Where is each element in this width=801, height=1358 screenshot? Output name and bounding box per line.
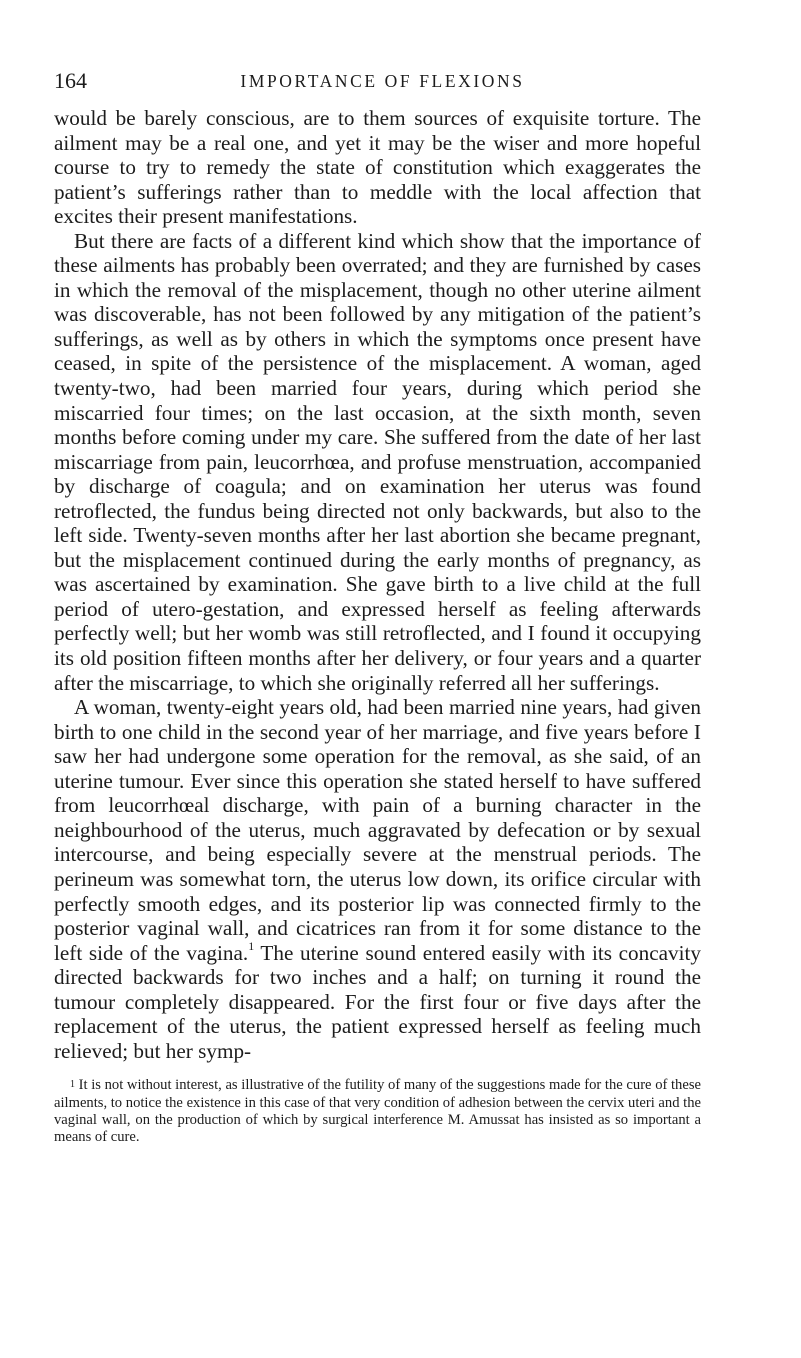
paragraph <box>54 106 701 229</box>
paragraph-text: would be barely conscious, are to them sources of exquisite torture. The ailment may be a real one, and yet it may be the wiser and more hopeful course to try to remedy the state of constitution which exaggerates the patient’s sufferings rather than to meddle with the local affection that excites their present manifestations. <box>54 106 701 229</box>
paragraph-text: The uterine sound entered easily with its concavity directed backwards for two inches and a half; on turning it round the tumour completely disappeared. For the first four or five days after the replacement of the uterus, the patient expressed herself as feeling much relieved; but her symp- <box>54 940 702 1063</box>
body-text <box>54 106 701 1063</box>
paragraph <box>54 695 701 1063</box>
paragraph <box>54 229 701 695</box>
running-head <box>54 66 701 100</box>
footnote-mark: 1 <box>70 1079 75 1091</box>
page-number: 164 <box>54 68 87 93</box>
paragraph-text: A woman, twenty-eight years old, had been married nine years, had given birth to one child in the second year of her marriage, and five years before I saw her had undergone some operation for the removal, as she said, of an uterine tumour. Ever since this operation she stated herself to have suffered from leucorrhœal discharge, with pain of a burning character in the neighbourhood of the uterus, much aggravated by defecation or by sexual intercourse, and being especially severe at the menstrual periods. The perineum was somewhat torn, the uterus low down, its orifice circular with perfectly smooth edges, and its posterior lip was connected firmly to the posterior vaginal wall, and cicatrices ran from it for some distance to the left side of the vagina. <box>54 695 701 965</box>
footnote <box>54 1077 701 1146</box>
footnote-text: It is not without interest, as illustrative of the futility of many of the suggestions made for the cure of these ailments, to notice the existence in this case of that very condition of adhesion between the cervix uteri and the vaginal wall, on the production of which by surgical interference M. Amussat has insisted as so important a means of cure. <box>54 1077 701 1146</box>
running-title: IMPORTANCE OF FLEXIONS <box>240 71 525 91</box>
paragraph-text: But there are facts of a different kind which show that the importance of these ailments has probably been overrated; and they are furnished by cases in which the removal of the misplacement, though no other uterine ailment was discoverable, has not been followed by any mitigation of the patient’s sufferings, as well as by others in which the symptoms once present have ceased, in spite of the persistence of the misplacement. A woman, aged twenty-two, had been married four years, during which period she miscarried four times; on the last occasion, at the sixth month, seven months before coming under my care. She suffered from the date of her last miscarriage from pain, leucorrhœa, and profuse menstruation, accompanied by discharge of coagula; and on examination her uterus was found retroflected, the fundus being directed not only backwards, but also to the left side. Twenty-seven months after her last abortion she became pregnant, but the misplacement continued during the early months of pregnancy, as was ascertained by examination. She gave birth to a live child at the full period of utero-gestation, and expressed herself as feeling afterwards perfectly well; but her womb was still retroflected, and I found it occupying its old position fifteen months after her delivery, or four years and a quarter after the miscarriage, to which she originally referred all her sufferings. <box>54 228 701 695</box>
footnote-reference: 1 <box>248 938 255 953</box>
